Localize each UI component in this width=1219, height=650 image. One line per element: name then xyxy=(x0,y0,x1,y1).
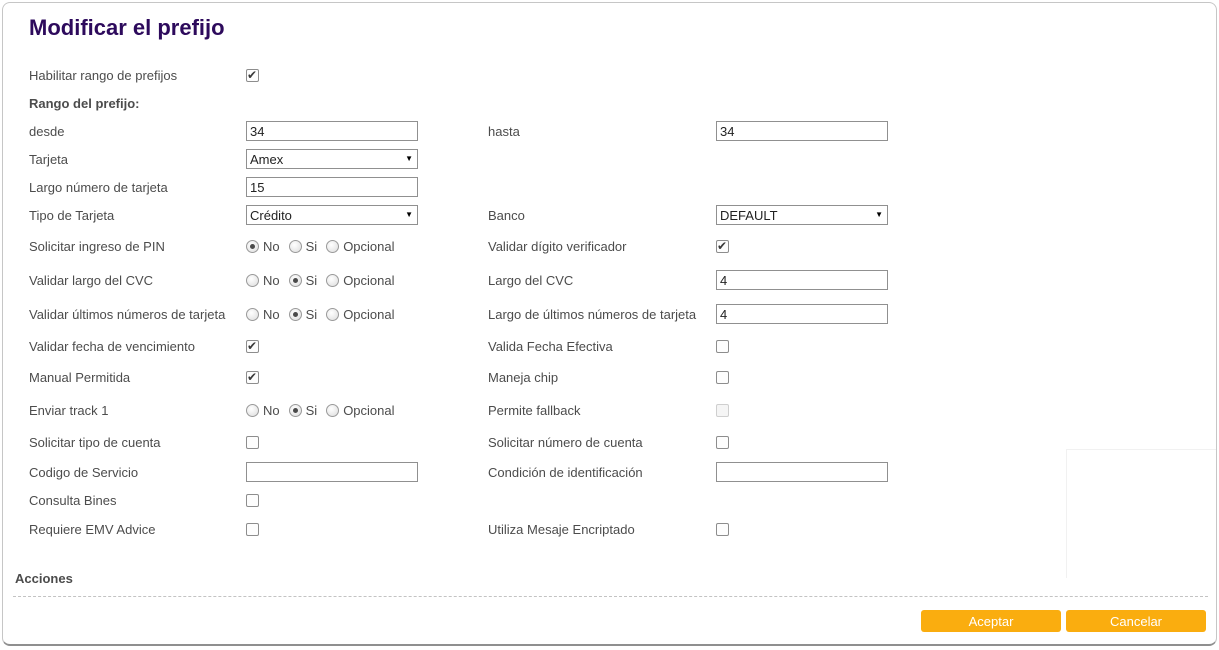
aceptar-button[interactable]: Aceptar xyxy=(921,610,1061,632)
row-fechas xyxy=(29,331,1204,362)
largo-ultimos-input[interactable] xyxy=(716,304,888,324)
tipo-cuenta-label: Solicitar tipo de cuenta xyxy=(29,435,161,450)
tipo-tarjeta-select[interactable] xyxy=(246,205,418,225)
condicion-label: Condición de identificación xyxy=(488,464,643,480)
largo-ultimos-label: Largo de últimos números de tarjeta xyxy=(488,306,697,322)
row-tipo-banco xyxy=(29,201,1204,229)
tipo-tarjeta-select-wrap xyxy=(246,205,418,225)
pin-label: Solicitar ingreso de PIN xyxy=(29,238,165,254)
row-desde-hasta xyxy=(29,117,1204,145)
track1-radio-group: No Si Opcional xyxy=(246,403,395,418)
digito-label: Validar dígito verificador xyxy=(488,238,627,254)
pin-radio-no[interactable] xyxy=(246,240,259,253)
fecha-venc-label: Validar fecha de vencimiento xyxy=(29,339,195,354)
ultimos-radio-si[interactable] xyxy=(289,308,302,321)
pin-radio-opcional[interactable] xyxy=(326,240,339,253)
emv-checkbox[interactable] xyxy=(246,523,259,536)
tarjeta-select[interactable] xyxy=(246,149,418,169)
bines-checkbox[interactable] xyxy=(246,494,259,507)
fecha-efectiva-label: Valida Fecha Efectiva xyxy=(488,339,613,354)
desde-label: desde xyxy=(29,123,65,139)
pin-radio-si[interactable] xyxy=(289,240,302,253)
cancelar-button[interactable]: Cancelar xyxy=(1066,610,1206,632)
track1-radio-no[interactable] xyxy=(246,404,259,417)
tarjeta-select-wrap xyxy=(246,149,418,169)
cvc-radio-group: No Si Opcional xyxy=(246,273,395,288)
banco-select-wrap xyxy=(716,205,888,225)
row-ultimos xyxy=(29,297,1204,331)
hasta-label: hasta xyxy=(488,123,520,139)
fallback-checkbox xyxy=(716,404,729,417)
mesaje-label: Utiliza Mesaje Encriptado xyxy=(488,522,635,537)
row-bines xyxy=(29,486,1204,514)
bines-label: Consulta Bines xyxy=(29,492,117,508)
rango-prefijo-heading: Rango del prefijo: xyxy=(29,95,140,111)
action-buttons xyxy=(921,610,1206,632)
row-cvc xyxy=(29,263,1204,297)
habilitar-label: Habilitar rango de prefijos xyxy=(29,67,178,83)
codigo-servicio-label: Codigo de Servicio xyxy=(29,464,139,480)
ultimos-radio-opcional[interactable] xyxy=(326,308,339,321)
numero-cuenta-label: Solicitar número de cuenta xyxy=(488,435,643,450)
manual-label: Manual Permitida xyxy=(29,370,131,385)
manual-checkbox[interactable] xyxy=(246,371,259,384)
numero-cuenta-checkbox[interactable] xyxy=(716,436,729,449)
tipo-tarjeta-label: Tipo de Tarjeta xyxy=(29,207,115,223)
cvc-radio-si[interactable] xyxy=(289,274,302,287)
largo-numero-input[interactable] xyxy=(246,177,418,197)
track1-radio-si[interactable] xyxy=(289,404,302,417)
condicion-input[interactable] xyxy=(716,462,888,482)
row-codigo-condicion xyxy=(29,458,1204,486)
banco-select[interactable] xyxy=(716,205,888,225)
chip-label: Maneja chip xyxy=(488,370,559,385)
pin-radio-group: No Si Opcional xyxy=(246,239,395,254)
prefix-form xyxy=(29,61,1204,545)
row-largo-numero xyxy=(29,173,1204,201)
row-rango-heading xyxy=(29,89,1204,117)
fallback-label: Permite fallback xyxy=(488,402,581,418)
codigo-servicio-input[interactable] xyxy=(246,462,418,482)
tarjeta-label: Tarjeta xyxy=(29,151,69,167)
ultimos-radio-no[interactable] xyxy=(246,308,259,321)
ultimos-radio-group: No Si Opcional xyxy=(246,307,395,322)
faint-overlay-panel xyxy=(1066,449,1217,578)
fecha-venc-checkbox[interactable] xyxy=(246,340,259,353)
largo-cvc-label: Largo del CVC xyxy=(488,272,574,288)
ultimos-label: Validar últimos números de tarjeta xyxy=(29,306,226,322)
dashed-separator xyxy=(13,596,1208,597)
main-panel xyxy=(2,2,1217,646)
row-emv-mesaje xyxy=(29,514,1204,545)
row-manual-chip xyxy=(29,362,1204,393)
acciones-heading: Acciones xyxy=(15,571,73,586)
chip-checkbox[interactable] xyxy=(716,371,729,384)
emv-label: Requiere EMV Advice xyxy=(29,522,156,537)
cvc-radio-opcional[interactable] xyxy=(326,274,339,287)
tipo-cuenta-checkbox[interactable] xyxy=(246,436,259,449)
banco-label: Banco xyxy=(488,207,525,223)
cvc-label: Validar largo del CVC xyxy=(29,272,154,288)
page-title: Modificar el prefijo xyxy=(29,15,225,40)
row-pin-digito xyxy=(29,229,1204,263)
desde-input[interactable] xyxy=(246,121,418,141)
row-tarjeta xyxy=(29,145,1204,173)
hasta-input[interactable] xyxy=(716,121,888,141)
largo-numero-label: Largo número de tarjeta xyxy=(29,179,168,195)
digito-checkbox[interactable] xyxy=(716,240,729,253)
fecha-efectiva-checkbox[interactable] xyxy=(716,340,729,353)
cvc-radio-no[interactable] xyxy=(246,274,259,287)
largo-cvc-input[interactable] xyxy=(716,270,888,290)
track1-radio-opcional[interactable] xyxy=(326,404,339,417)
row-cuenta xyxy=(29,427,1204,458)
track1-label: Enviar track 1 xyxy=(29,402,109,418)
row-track-fallback xyxy=(29,393,1204,427)
mesaje-checkbox[interactable] xyxy=(716,523,729,536)
habilitar-checkbox[interactable] xyxy=(246,69,259,82)
row-habilitar xyxy=(29,61,1204,89)
